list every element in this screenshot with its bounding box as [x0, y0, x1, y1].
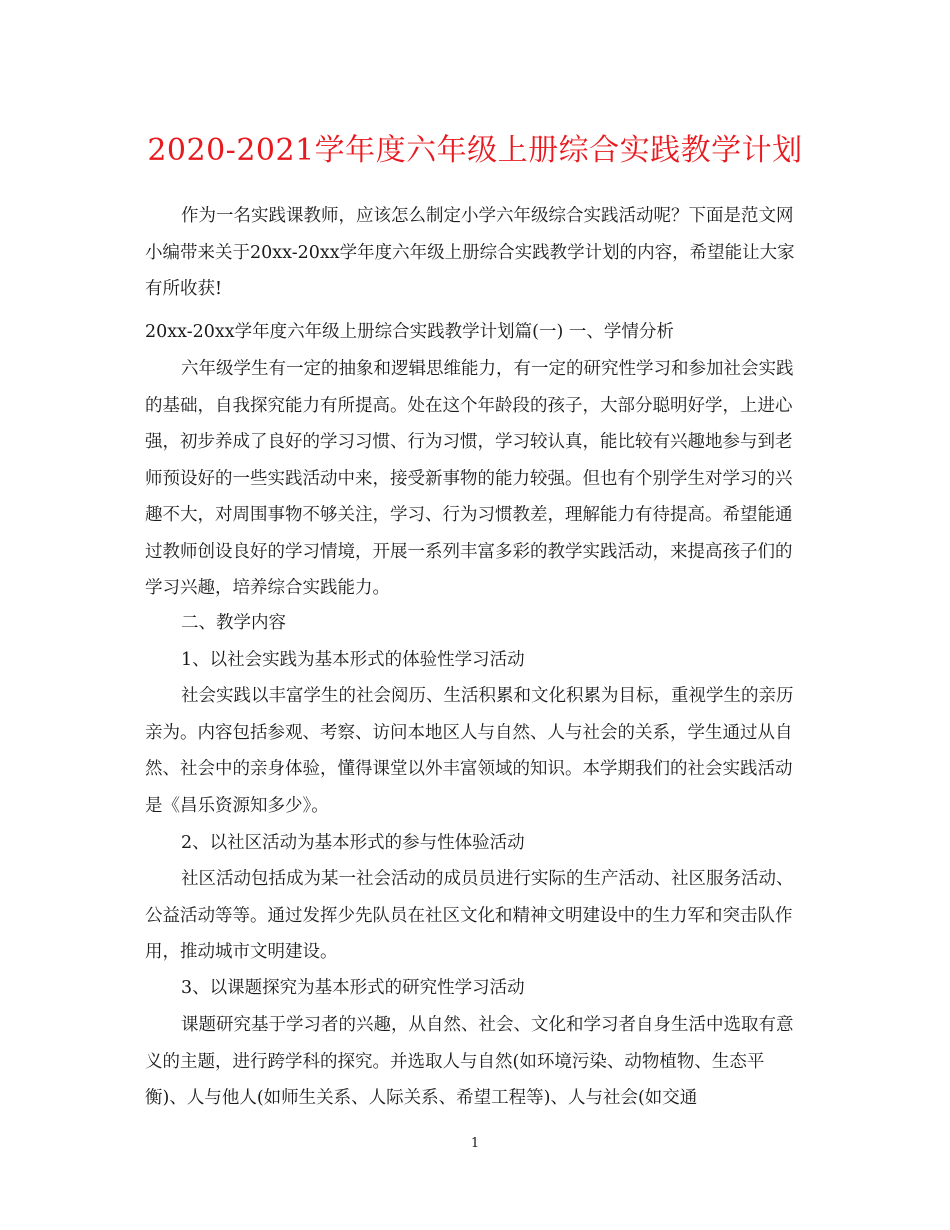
item-2-title: 2、以社区活动为基本形式的参与性体验活动: [181, 833, 525, 853]
teaching-content-heading: 二、教学内容: [181, 613, 286, 633]
item-2-body: 社区活动包括成为某一社会活动的成员员进行实际的生产活动、社区服务活动、公益活动等等。通过发挥少先队员在社区文化和精神文明建设中的生力军和突击队作用，推动城市文明建设。: [145, 869, 794, 962]
document-title: 2020-2021学年度六年级上册综合实践教学计划: [147, 133, 803, 168]
page-number: 1: [470, 1136, 480, 1151]
item-1-title: 1、以社会实践为基本形式的体验性学习活动: [181, 650, 525, 670]
situation-paragraph: 六年级学生有一定的抽象和逻辑思维能力，有一定的研究性学习和参加社会实践的基础，自我探究能力有所提高。处在这个年龄段的孩子，大部分聪明好学，上进心强，初步养成了良好的学习习惯、行为习惯，学习较认真，能比较有兴趣地参与到老师预设好的一些实践活动中来，接受新事物的能力较强。但也有个别学生对学习的兴趣不大，对周围事物不够关注，学习、行为习惯教差，理解能力有待提高。希望能通过教师创设良好的学习情境，开展一系列丰富多彩的教学实践活动，来提高孩子们的学习兴趣，培养综合实践能力。: [145, 359, 794, 598]
item-1-body: 社会实践以丰富学生的社会阅历、生活积累和文化积累为目标，重视学生的亲历亲为。内容包括参观、考察、访问本地区人与自然、人与社会的关系，学生通过从自然、社会中的亲身体验，懂得课堂以外丰富领域的知识。本学期我们的社会实践活动是《昌乐资源知多少》。: [145, 686, 794, 816]
item-3-body: 课题研究基于学习者的兴趣，从自然、社会、文化和学习者自身生活中选取有意义的主题，进行跨学科的探究。并选取人与自然(如环境污染、动物植物、生态平衡)、人与他人(如师生关系、人际关系、希望工程等)、人与社会(如交通: [145, 1015, 794, 1108]
section-heading: 20xx-20xx学年度六年级上册综合实践教学计划篇(一) 一、学情分析: [145, 322, 674, 342]
item-3-title: 3、以课题探究为基本形式的研究性学习活动: [181, 978, 525, 998]
intro-paragraph: 作为一名实践课教师，应该怎么制定小学六年级综合实践活动呢？下面是范文网小编带来关于20xx-20xx学年度六年级上册综合实践教学计划的内容，希望能让大家有所收获!: [145, 206, 795, 299]
